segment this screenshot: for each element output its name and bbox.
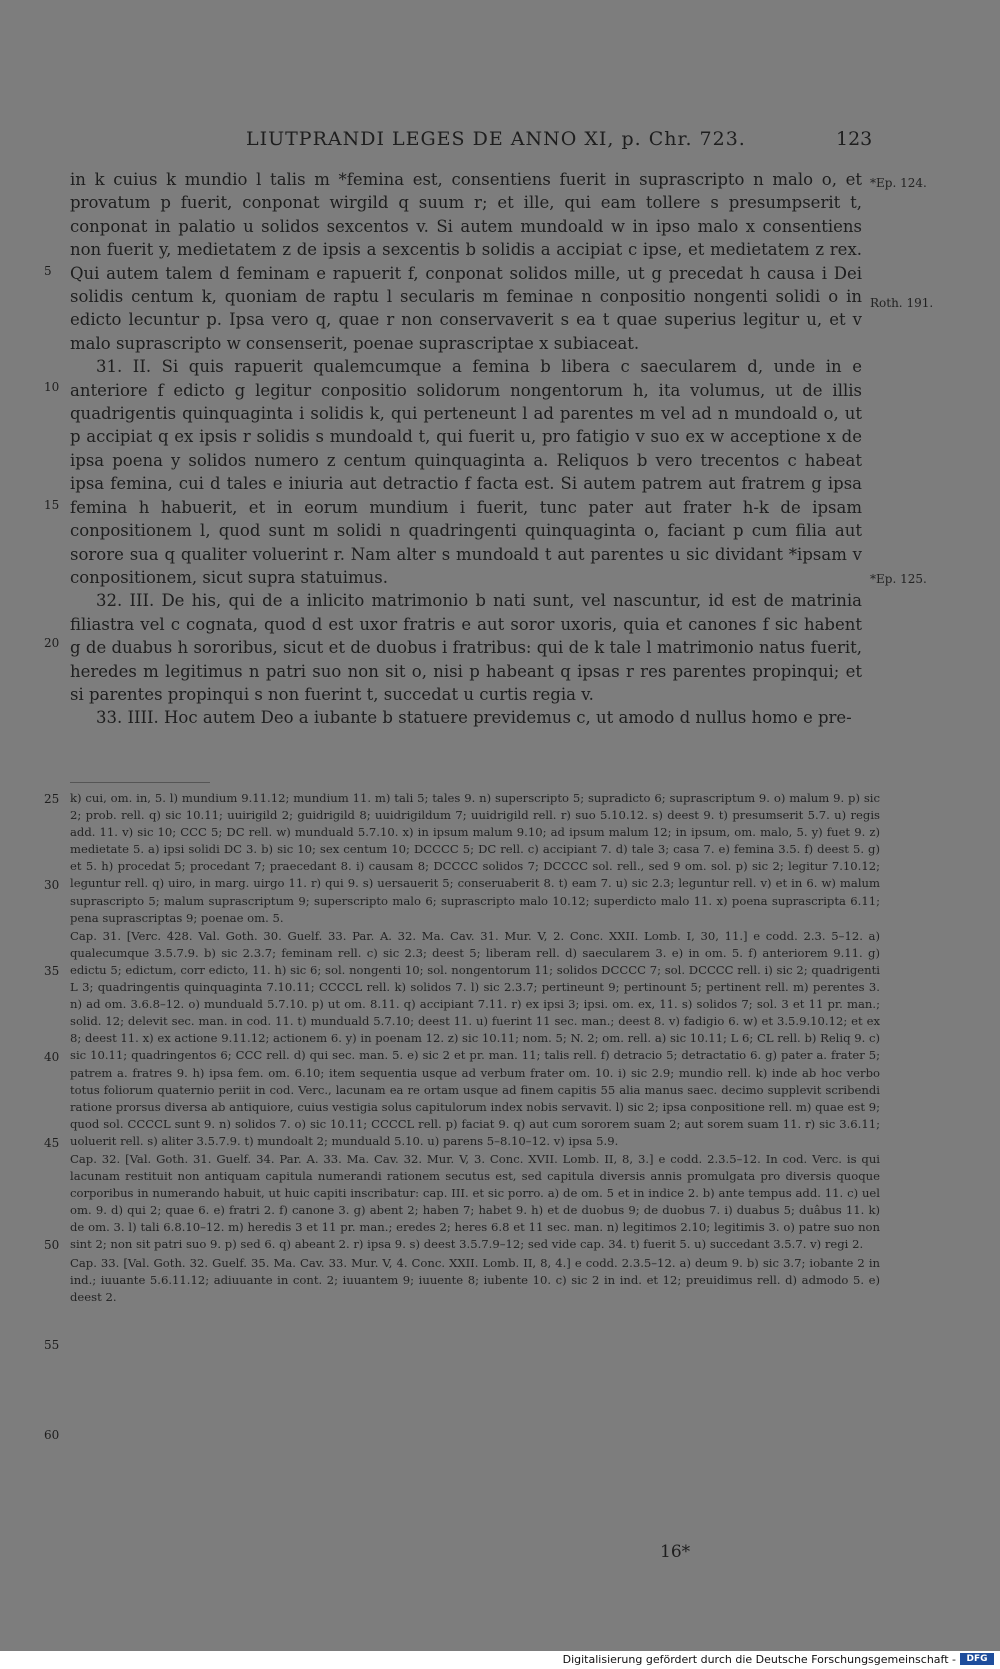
paragraph-continued: in k cuius k mundio l talis m *femina est, consentiens fuerit in suprascripto n malo o, et provatum p fuerit, conponat wirgild q suum r; et ille, qui eam tollere s presumpserit t, conponat in palatio u solidos sexcentos v. Si autem mundoald w in ipso malo x consentiens non fuerit y, medietatem z de ipsis a sexcentis b solidis a accipiat c ipse, et medietatem z rex. Qui autem talem d feminam e rapuerit f, conponat solidos mille, ut g precedat h causa i Dei solidis centum k, quoniam de raptu l secularis m feminae n conpositio nongenti solidi o in edicto lecuntur p. Ipsa vero q, quae r non conservaverit s ea t quae superius legitur u, et v malo suprascripto w consenserit, poenae suprascriptae x subiaceat. bbox=[70, 170, 862, 353]
funding-credit: Digitalisierung gefördert durch die Deutsche Forschungsgemeinschaft - bbox=[562, 1653, 956, 1666]
apparatus-cap-31: Cap. 31. [Verc. 428. Val. Goth. 30. Guelf. 33. Par. A. 32. Ma. Cav. 31. Mur. V, 2. Conc. XXII. Lomb. I, 30, 11.] e codd. 2.3. 5–12. a) qualecumque 3.5.7.9. b) sic 2.3.7; feminam rell. c) sic 2.3; deest 5; liberam rell. d) saecularem 3. e) in om. 5. f) anteriorem 9.11. g) edictu 5; edictum, corr edicto, 11. h) sic 6; sol. nongenti 10; sol. nongentorum 11; solidos DCCCC 7; sol. DCCCC rell. i) sic 2; quadrigenti L 3; quadringentis quinquaginta 7.10.11; CCCCL rell. k) solidos 7. l) sic 2.3.7; pertineunt 9; pertinount 5; pertinent rell. m) perentes 3. n) ad om. 3.6.8–12. o) munduald 5.7.10. p) ut om. 8.11. q) accipiant 7.11. r) ex ipsi 3; ipsi. om. ex, 11. s) solidos 7; sol. 3 et 11 pr. man.; solid. 12; delevit sec. man. in cod. 11. t) munduald 5.7.10; deest 11. u) fuerint 11 sec. man.; deest 8. v) fadigio 6. w) et 3.5.9.10.12; et ex 8; deest 11. x) ex actione 9.11.12; actionem 6. y) in poenam 12. z) sic 10.11; nom. 5; N. 2; om. rell. a) sic 10.11; L 6; CL rell. b) Reliq 9. c) sic 10.11; quadringentos 6; CCC rell. d) qui sec. man. 5. e) sic 2 et pr. man. 11; talis rell. f) detracio 5; detractatio 6. g) pater a. frater 5; patrem a. fratres 9. h) ipsa fem. om. 6.10; item sequentia usque ad verbum frater om. 10. i) sic 2.9; mundio rell. k) inde ab hoc verbo totus foliorum quaternio periit in cod. Verc., lacunam ea re ortam usque ad finem capitis 55 alia manus saec. decimo supplevit scribendi ratione prorsus diversa ab antiquiore, cuius vestigia solus capitulorum index nobis servavit. l) sic 2; ipsa conpositione rell. m) quae est 9; quod sol. CCCCL sunt 9. n) solidos 7. o) sic 10.11; CCCCL rell. p) faciat 9. q) aut cum sororem suam 2; aut sorem suam 11. r) sic 3.6.11; uoluerit rell. s) aliter 3.5.7.9. t) mundoalt 2; munduald 5.10. u) parens 5–8.10–12. v) ipsa 5.9. bbox=[70, 928, 880, 1148]
line-number: 40 bbox=[44, 1050, 60, 1064]
running-title: LIUTPRANDI LEGES DE ANNO XI, p. Chr. 723. bbox=[246, 128, 746, 150]
margin-note: *Ep. 124. bbox=[870, 176, 927, 190]
line-number: 55 bbox=[44, 1338, 60, 1352]
margin-note: *Ep. 125. bbox=[870, 572, 927, 586]
line-number: 20 bbox=[44, 636, 60, 650]
apparatus-notes-prev: k) cui, om. in, 5. l) mundium 9.11.12; mundium 11. m) tali 5; tales 9. n) superscripto 5; supradicto 6; suprascriptum 9. o) malum 9. p) sic 2; prob. rell. q) sic 10.11; uuirigild 2; guidrigild 8; uuidrigildum 7; uuidrigild rell. r) suo 5.10.12. s) deest 9. t) presumserit 5.7. u) regis add. 11. v) sic 10; CCC 5; DC rell. w) munduald 5.7.10. x) in ipsum malum 9.10; ad ipsum malum 12; in ipsum, om. malo, 5. y) fuet 9. z) medietate 5. a) ipsi solidi DC 3. b) sic 10; sex centum 10; DCCCC 5; DC rell. c) accipiant 7. d) tale 3; casa 7. e) femina 3.5. f) deest 5. g) et 5. h) procedat 5; procedant 7; praecedant 8. i) causam 8; DCCCC solidos 7; DCCCC sol. rell., sed 9 om. sol. p) sic 2; legitur 7.10.12; leguntur rell. q) uiro, in marg. uirgo 11. r) qui 9. s) uersauerit 5; conseruaberit 8. t) eam 7. u) sic 2.3; leguntur rell. v) et in 6. w) malum suprascripto 5; malum suprascriptum 9; superscripto malo 6; suprascripto malo 10.12; superdicto malo 11. x) poena suprascripta 6.11; pena suprascriptas 9; poenae om. 5. bbox=[70, 791, 880, 925]
page-number: 123 bbox=[836, 128, 873, 150]
paragraph-cap-31: 31. II. Si quis rapuerit qualemcumque a femina b libera c saecularem d, unde in e anteriore f edicto g legitur conpositio solidorum nongentorum h, ita volumus, ut de illis quadrigentis quinquaginta i solidis k, qui perteneunt l ad parentes m vel ad n mundoald o, ut p accipiat q ex ipsis r solidis s mundoald t, qui fuerit u, pro fatigio v suo ex w acceptione x de ipsa poena y solidos numero z centum quinquaginta a. Reliquos b vero trecentos c habeat ipsa femina, cui d tales e iniuria aut detractio f facta est. Si autem patrem aut fratrem g ipsa femina h habuerit, et in eorum mundium i fuerit, tunc pater aut frater h-k de ipsam conpositionem l, quod sunt m solidi n quadringenti quinquaginta o, faciant p cum filia aut sorore sua q qualiter voluerint r. Nam alter s mundoald t aut parentes u sic dividant *ipsam v conpositionem, sicut supra statuimus. bbox=[70, 357, 862, 587]
critical-apparatus bbox=[70, 790, 880, 1306]
paragraph-cap-33: 33. IIII. Hoc autem Deo a iubante b statuere previdemus c, ut amodo d nullus homo e pre- bbox=[96, 708, 852, 728]
line-number: 35 bbox=[44, 964, 60, 978]
apparatus-cap-33: Cap. 33. [Val. Goth. 32. Guelf. 35. Ma. Cav. 33. Mur. V, 4. Conc. XXII. Lomb. II, 8, 4.] e codd. 2.3.5–12. a) deum 9. b) sic 3.7; iobante 2 in ind.; iuuante 5.6.11.12; adiuuante in cont. 2; iuuantem 9; iuuente 8; iubente 10. c) sic 2 in ind. et 12; preuidimus rell. d) admodo 5. e) deest 2. bbox=[70, 1255, 880, 1304]
running-header bbox=[0, 128, 1000, 158]
margin-note: Roth. 191. bbox=[870, 296, 934, 310]
footnote-separator bbox=[70, 782, 210, 783]
line-number: 45 bbox=[44, 1136, 60, 1150]
line-number: 5 bbox=[44, 264, 52, 278]
paragraph-cap-32: 32. III. De his, qui de a inlicito matrimonio b nati sunt, vel nascuntur, id est de matrinia filiastra vel c cognata, quod d est uxor fratris e aut soror uxoris, quia et canones f sic habent g de duabus h sororibus, sicut et de duobus i fratribus: qui de k tale l matrimonio natus fuerit, heredes m legitimus n patri suo non sit o, nisi p habeant q ipsas r res parentes propinqui; et si parentes propinqui s non fuerint t, succedat u curtis regia v. bbox=[70, 591, 862, 704]
line-number: 10 bbox=[44, 380, 60, 394]
signature-mark: 16* bbox=[660, 1542, 691, 1562]
dfg-logo: DFG bbox=[960, 1653, 994, 1665]
line-number: 25 bbox=[44, 792, 60, 806]
line-number: 15 bbox=[44, 498, 60, 512]
digitization-footer bbox=[0, 1651, 1000, 1669]
main-text bbox=[70, 168, 862, 730]
line-number: 60 bbox=[44, 1428, 60, 1442]
apparatus-cap-32: Cap. 32. [Val. Goth. 31. Guelf. 34. Par. A. 33. Ma. Cav. 32. Mur. V, 3. Conc. XVII. Lomb. II, 8, 3.] e codd. 2.3.5–12. In cod. Verc. is qui lacunam restituit non antiquam capitula numerandi rationem secutus est, sed capitula diversis annis promulgata pro diversis quoque corporibus in numerando habuit, ut huic capiti inscribatur: cap. III. et sic porro. a) de om. 5 et in indice 2. b) ante tempus add. 11. c) uel om. 9. d) qui 2; quae 6. e) fratri 2. f) canone 3. g) abent 2; haben 7; habet 9. h) et de duobus 9; de duobus 7. i) duabus 5; duâbus 11. k) de om. 3. l) tali 6.8.10–12. m) heredis 3 et 11 pr. man.; eredes 2; heres 6.8 et 11 sec. man. n) legitimos 2.10; legitimis 3. o) patre suo non sint 2; non sit patri suo 9. p) sed 6. q) abeant 2. r) ipsa 9. s) deest 3.5.7.9–12; sed vide cap. 34. t) fuerit 5. u) succedant 3.5.7. v) regi 2. bbox=[70, 1151, 880, 1252]
line-number: 30 bbox=[44, 878, 60, 892]
line-number: 50 bbox=[44, 1238, 60, 1252]
